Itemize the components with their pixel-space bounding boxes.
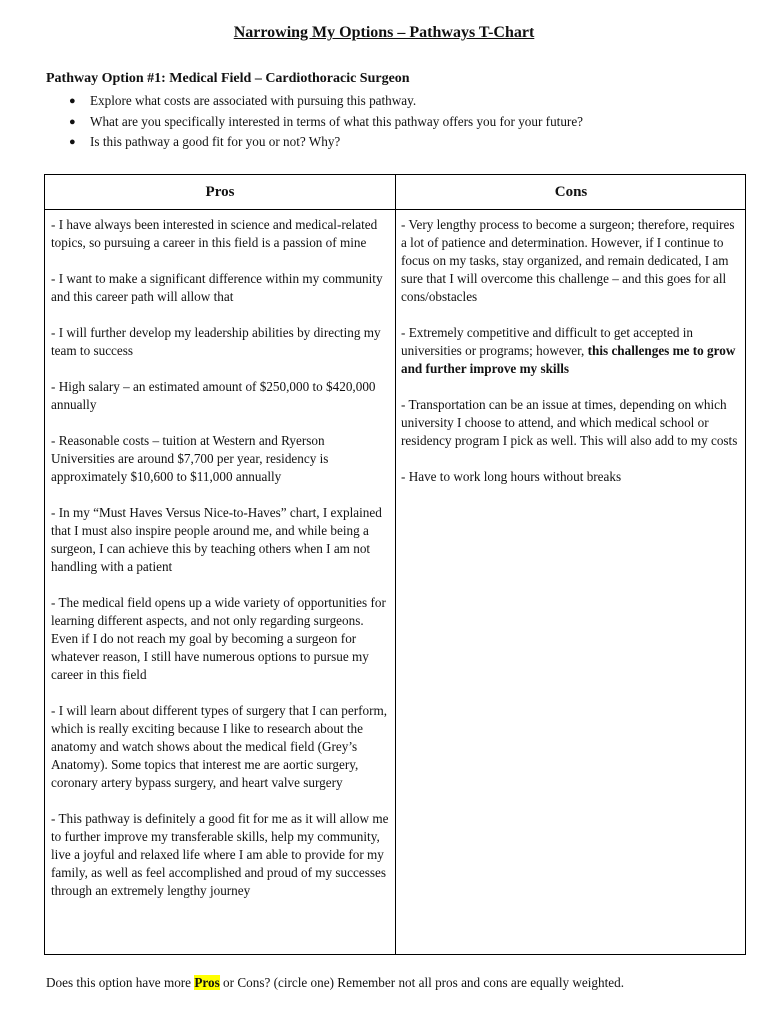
pros-item: - This pathway is definitely a good fit for me as it will allow me to further improve my transferable skills, help my community, live a joyful and relaxed life where I am able to provide for my family, as well as feel accomplished and proud of my successes through an extremely lengthy journey [51, 811, 389, 898]
t-chart-table [44, 174, 746, 955]
header-divider [45, 209, 745, 210]
pros-column [51, 216, 391, 900]
column-divider [395, 175, 396, 954]
pros-item: - Reasonable costs – tuition at Western and Ryerson Universities are around $7,700 per year, residency is approximately $10,600 to $11,000 annually [51, 433, 329, 484]
instruction-list [66, 92, 583, 154]
footer-question [46, 975, 624, 991]
footer-text-after: or Cons? (circle one) Remember not all pros and cons are equally weighted. [219, 975, 625, 990]
bullet-icon: ● [69, 115, 76, 128]
footer-text-before: Does this option have more [46, 975, 195, 990]
instruction-text: What are you specifically interested in terms of what this pathway offers you for your future? [90, 113, 584, 129]
pros-item: - High salary – an estimated amount of $250,000 to $420,000 annually [51, 379, 376, 412]
list-item [66, 133, 583, 154]
pathway-option-heading: Pathway Option #1: Medical Field – Cardiothoracic Surgeon [46, 71, 410, 86]
bullet-icon: ● [69, 136, 76, 148]
pros-highlight: Pros [194, 975, 220, 990]
cons-item-text: - Extremely competitive and difficult to get accepted in universities or programs; however, [401, 325, 693, 358]
pros-item: - I have always been interested in science and medical-related topics, so pursuing a career in this field is a passion of mine [51, 217, 378, 250]
instruction-text: Explore what costs are associated with pursuing this pathway. [90, 93, 417, 108]
list-item [66, 113, 583, 134]
cons-item: - Very lengthy process to become a surgeon; therefore, requires a lot of patience and determination. However, if I continue to focus on my tasks, stay organized, and remain dedicated, I am sure that I will overcome this challenge – and this goes for all cons/obstacles [401, 217, 735, 304]
instruction-text: Is this pathway a good fit for you or not? Why? [90, 134, 341, 149]
pros-item: - In my “Must Haves Versus Nice-to-Haves” chart, I explained that I must also inspire people around me, and while being a surgeon, I can achieve this by teaching others when I am not handling with a patient [51, 505, 382, 574]
pros-item: - I will learn about different types of surgery that I can perform, which is really exciting because I like to research about the anatomy and watch shows about the medical field (Grey’s Anatomy). Some topics that interest me are aortic surgery, coronary artery bypass surgery, and heart valve surgery [51, 703, 388, 790]
list-item [66, 92, 583, 113]
pros-item: - I want to make a significant difference within my community and this career path will allow that [51, 271, 383, 304]
cons-item: - Transportation can be an issue at times, depending on which university I choose to attend, and which medical school or residency program I pick as well. This will also add to my costs [401, 397, 738, 448]
cons-item [401, 324, 741, 378]
pros-item: - The medical field opens up a wide variety of opportunities for learning different aspects, and not only regarding surgeons. Even if I do not reach my goal by becoming a surgeon for whatever reason, I still have numerous options to pursue my career in this field [51, 595, 386, 682]
page-title: Narrowing My Options – Pathways T-Chart [233, 24, 535, 41]
pros-item: - I will further develop my leadership abilities by directing my team to success [51, 325, 381, 358]
cons-header: Cons [554, 184, 588, 200]
cons-item: - Have to work long hours without breaks [401, 469, 622, 484]
cons-column [401, 216, 741, 504]
bullet-icon: ● [69, 95, 76, 107]
pros-header: Pros [205, 184, 235, 200]
cons-item-emphasis: this challenges me to grow and further improve my skills [401, 343, 736, 376]
